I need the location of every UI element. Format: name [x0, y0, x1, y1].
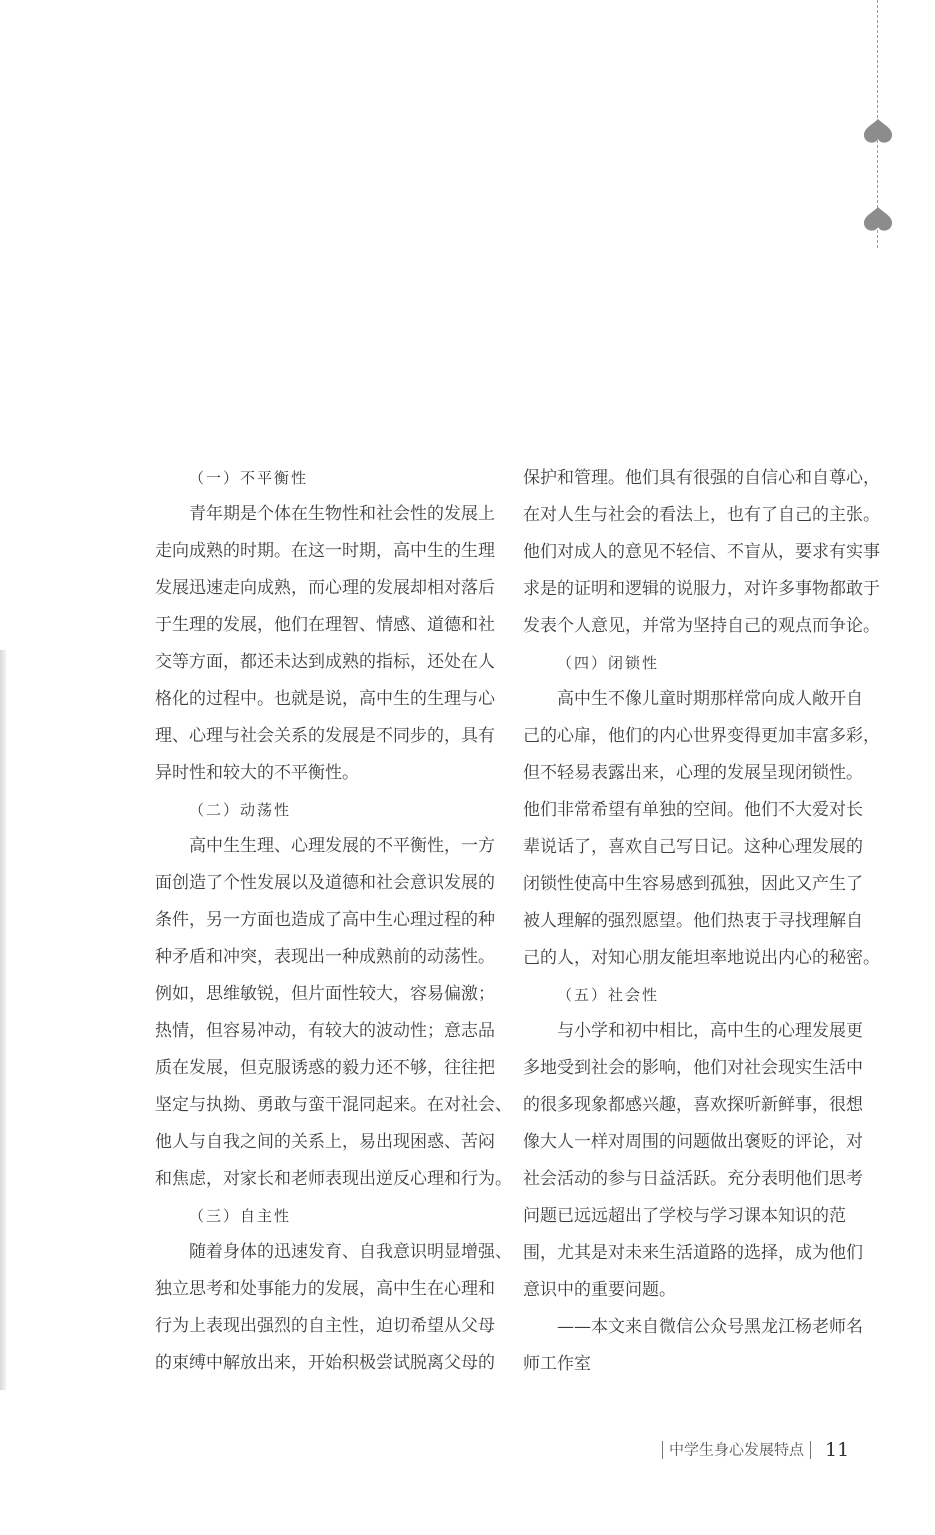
heart-icon [862, 204, 894, 236]
text-line: 面创造了个性发展以及道德和社会意识发展的 [155, 873, 495, 893]
left-text-column [155, 460, 512, 1382]
text-line: 他们非常希望有单独的空间。他们不大爱对长 [523, 800, 863, 820]
right-text-column [523, 460, 880, 1383]
paragraph [523, 1309, 863, 1383]
paragraph [523, 460, 880, 645]
text-line: 格化的过程中。也就是说，高中生的生理与心 [155, 689, 495, 709]
text-line: 质在发展，但克服诱惑的毅力还不够，往往把 [155, 1058, 495, 1078]
section-heading: （四）闭锁性 [557, 654, 660, 672]
footer-divider [662, 1441, 663, 1459]
paragraph [155, 1234, 512, 1382]
paragraph [155, 828, 512, 1198]
text-line: 理、心理与社会关系的发展是不同步的，具有 [155, 726, 495, 746]
text-line: 保护和管理。他们具有很强的自信心和自尊心， [523, 468, 880, 488]
paragraph [155, 496, 495, 792]
text-line: 与小学和初中相比，高中生的心理发展更 [557, 1021, 863, 1041]
text-line: 求是的证明和逻辑的说服力，对许多事物都敢于 [523, 579, 880, 599]
heart-icon [862, 116, 894, 148]
paragraph [523, 1013, 863, 1309]
text-line: 的束缚中解放出来，开始积极尝试脱离父母的 [155, 1353, 495, 1373]
text-line: 青年期是个体在生物性和社会性的发展上 [189, 504, 495, 524]
text-line: 于生理的发展，他们在理智、情感、道德和社 [155, 615, 495, 635]
text-line: 发展迅速走向成熟，而心理的发展却相对落后 [155, 578, 495, 598]
text-line: 随着身体的迅速发育、自我意识明显增强、 [189, 1242, 512, 1262]
section-heading: （五）社会性 [557, 986, 660, 1004]
footer-divider [810, 1441, 811, 1459]
text-line: 种矛盾和冲突，表现出一种成熟前的动荡性。 [155, 947, 495, 967]
text-line: 意识中的重要问题。 [523, 1280, 676, 1300]
text-line: 行为上表现出强烈的自主性，迫切希望从父母 [155, 1316, 495, 1336]
section-heading: （二）动荡性 [189, 801, 292, 819]
text-line: 闭锁性使高中生容易感到孤独，因此又产生了 [523, 874, 863, 894]
section-heading: （三）自主性 [189, 1207, 292, 1225]
text-line: 的很多现象都感兴趣，喜欢探听新鲜事，很想 [523, 1095, 863, 1115]
text-line: 例如，思维敏锐，但片面性较大，容易偏激； [155, 984, 495, 1004]
text-line: 高中生不像儿童时期那样常向成人敞开自 [557, 689, 863, 709]
text-line: 走向成熟的时期。在这一时期，高中生的生理 [155, 541, 495, 561]
page-number: 11 [825, 1438, 850, 1461]
text-line: 多地受到社会的影响，他们对社会现实生活中 [523, 1058, 863, 1078]
facing-page-edge [0, 650, 6, 1390]
paragraph [523, 681, 880, 977]
text-line: 他们对成人的意见不轻信、不盲从，要求有实事 [523, 542, 880, 562]
text-line: 独立思考和处事能力的发展，高中生在心理和 [155, 1279, 495, 1299]
text-line: 己的心扉，他们的内心世界变得更加丰富多彩， [523, 726, 880, 746]
text-line: 己的人，对知心朋友能坦率地说出内心的秘密。 [523, 948, 880, 968]
text-line: 但不轻易表露出来，心理的发展呈现闭锁性。 [523, 763, 863, 783]
text-line: 高中生生理、心理发展的不平衡性，一方 [189, 836, 495, 856]
text-line: 交等方面，都还未达到成熟的指标，还处在人 [155, 652, 495, 672]
text-line: 发表个人意见，并常为坚持自己的观点而争论。 [523, 616, 880, 636]
text-line: ——本文来自微信公众号黑龙江杨老师名 [557, 1317, 863, 1337]
section-heading: （一）不平衡性 [189, 469, 309, 487]
page-footer [656, 1436, 849, 1462]
text-line: 围，尤其是对未来生活道路的选择，成为他们 [523, 1243, 863, 1263]
text-line: 和焦虑，对家长和老师表现出逆反心理和行为。 [155, 1169, 512, 1189]
running-title: 中学生身心发展特点 [669, 1440, 805, 1459]
text-line: 师工作室 [523, 1354, 591, 1374]
text-line: 问题已远远超出了学校与学习课本知识的范 [523, 1206, 846, 1226]
text-line: 辈说话了，喜欢自己写日记。这种心理发展的 [523, 837, 863, 857]
text-line: 被人理解的强烈愿望。他们热衷于寻找理解自 [523, 911, 863, 931]
text-line: 坚定与执拗、勇敢与蛮干混同起来。在对社会、 [155, 1095, 512, 1115]
text-line: 异时性和较大的不平衡性。 [155, 763, 359, 783]
text-line: 在对人生与社会的看法上，也有了自己的主张。 [523, 505, 880, 525]
text-line: 他人与自我之间的关系上，易出现困惑、苦闷 [155, 1132, 495, 1152]
text-line: 社会活动的参与日益活跃。充分表明他们思考 [523, 1169, 863, 1189]
text-line: 像大人一样对周围的问题做出褒贬的评论，对 [523, 1132, 863, 1152]
text-line: 条件，另一方面也造成了高中生心理过程的种 [155, 910, 495, 930]
text-line: 热情，但容易冲动，有较大的波动性；意志品 [155, 1021, 495, 1041]
